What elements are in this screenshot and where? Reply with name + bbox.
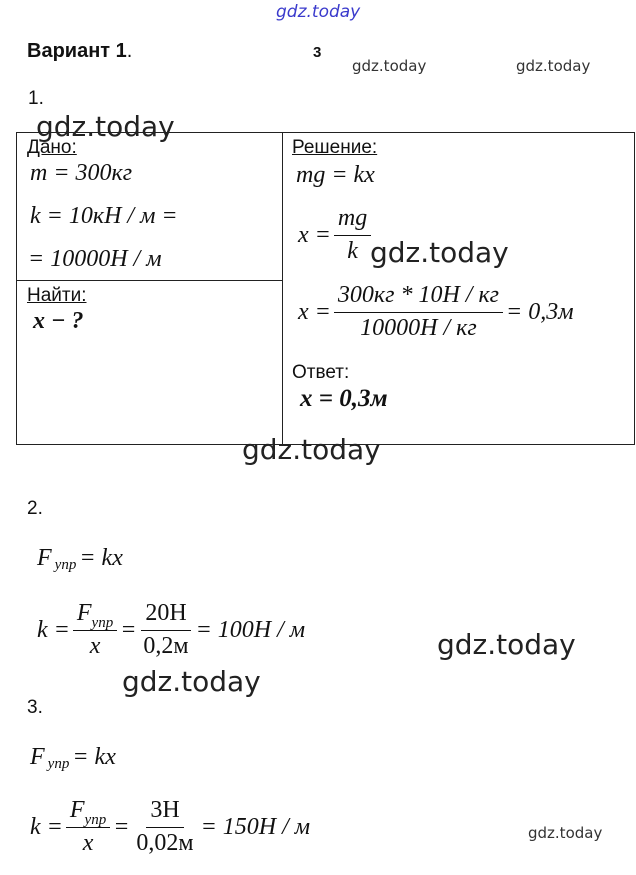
task3-eq1-rhs: = kx xyxy=(72,744,116,770)
watermark-big-1: gdz.today xyxy=(36,110,175,143)
task2-eq2-den2: 0,2м xyxy=(143,632,189,659)
solution-eq3-den: 10000Н / кг xyxy=(360,314,477,341)
task2-eq1-F: F xyxy=(37,545,52,571)
task3-eq1 xyxy=(30,744,116,771)
task2-eq2-lhs: k = xyxy=(37,616,70,643)
given-label: Дано: xyxy=(27,137,77,158)
watermark-small-1: gdz.today xyxy=(352,57,427,75)
task2-eq2-num1 xyxy=(73,600,117,631)
task3-eq2-den2: 0,02м xyxy=(136,829,194,856)
solution-label: Решение: xyxy=(292,137,378,158)
watermark-small-2: gdz.today xyxy=(516,57,591,75)
task3-eq2-num-F: F xyxy=(69,797,85,823)
solution-eq2-lhs: x = xyxy=(298,221,331,248)
find-value: x − ? xyxy=(33,308,84,334)
task3-eq1-sub: упр xyxy=(47,756,70,772)
task3-number: 3. xyxy=(27,697,43,718)
task3-eq2 xyxy=(30,797,310,857)
task2-number: 2. xyxy=(27,498,43,519)
watermark-top: gdz.today xyxy=(276,2,361,22)
watermark-big-2: gdz.today xyxy=(370,236,509,269)
task2-eq1-rhs: = kx xyxy=(79,545,123,571)
task2-eq1-sub: упр xyxy=(54,557,77,573)
solution-eq3-lhs: x = xyxy=(298,298,331,325)
variant-title-dot: . xyxy=(126,40,133,62)
watermark-big-5: gdz.today xyxy=(122,665,261,698)
page-mark: 3 xyxy=(313,44,322,61)
variant-title xyxy=(27,40,132,63)
task3-eq2-num-sub: упр xyxy=(84,812,107,828)
solution-eq2 xyxy=(298,205,371,265)
task2-eq2-fraction1 xyxy=(73,600,117,660)
task3-eq2-mid: = xyxy=(113,813,130,840)
answer-label: Ответ: xyxy=(292,362,350,383)
solution-eq1: mg = kx xyxy=(296,162,375,188)
task3-eq2-fraction2 xyxy=(132,797,197,857)
watermark-big-4: gdz.today xyxy=(437,628,576,661)
task1-number: 1. xyxy=(28,88,44,109)
given-stiffness-1: k = 10кН / м = xyxy=(30,203,178,229)
task3-eq2-lhs: k = xyxy=(30,813,63,840)
task2-eq2-num2: 20Н xyxy=(141,600,190,631)
variant-title-text: Вариант 1 xyxy=(27,40,127,62)
solution-eq3-num: 300кг * 10Н / кг xyxy=(334,282,503,313)
task2-eq1 xyxy=(37,545,123,572)
task2-eq2 xyxy=(37,600,305,660)
task3-eq2-rhs: = 150Н / м xyxy=(200,813,311,840)
task1-table-divider-h xyxy=(16,280,283,281)
task3-eq2-fraction1 xyxy=(66,797,110,857)
solution-eq2-num: mg xyxy=(334,205,371,236)
answer-value: x = 0,3м xyxy=(300,385,388,412)
given-mass: m = 300кг xyxy=(30,160,133,186)
task2-eq2-rhs: = 100Н / м xyxy=(195,616,306,643)
solution-eq2-fraction xyxy=(334,205,371,265)
task3-eq2-num1 xyxy=(66,797,110,828)
watermark-small-3: gdz.today xyxy=(528,824,603,842)
given-stiffness-2: = 10000Н / м xyxy=(28,246,162,272)
solution-eq3-rhs: = 0,3м xyxy=(506,298,574,325)
find-label: Найти: xyxy=(27,285,87,306)
solution-eq3-fraction xyxy=(334,282,503,342)
solution-eq3 xyxy=(298,282,574,342)
watermark-big-3: gdz.today xyxy=(242,433,381,466)
task3-eq2-num2: 3Н xyxy=(146,797,183,828)
task3-eq2-den1: x xyxy=(82,829,94,856)
task2-eq2-fraction2 xyxy=(139,600,192,660)
task2-eq2-den1: x xyxy=(89,632,101,659)
task1-table-divider-v xyxy=(282,132,283,445)
task3-eq1-F: F xyxy=(30,744,45,770)
task2-eq2-num-F: F xyxy=(76,600,92,626)
task2-eq2-mid: = xyxy=(120,616,137,643)
task2-eq2-num-sub: упр xyxy=(91,615,114,631)
solution-eq2-den: k xyxy=(347,237,358,264)
